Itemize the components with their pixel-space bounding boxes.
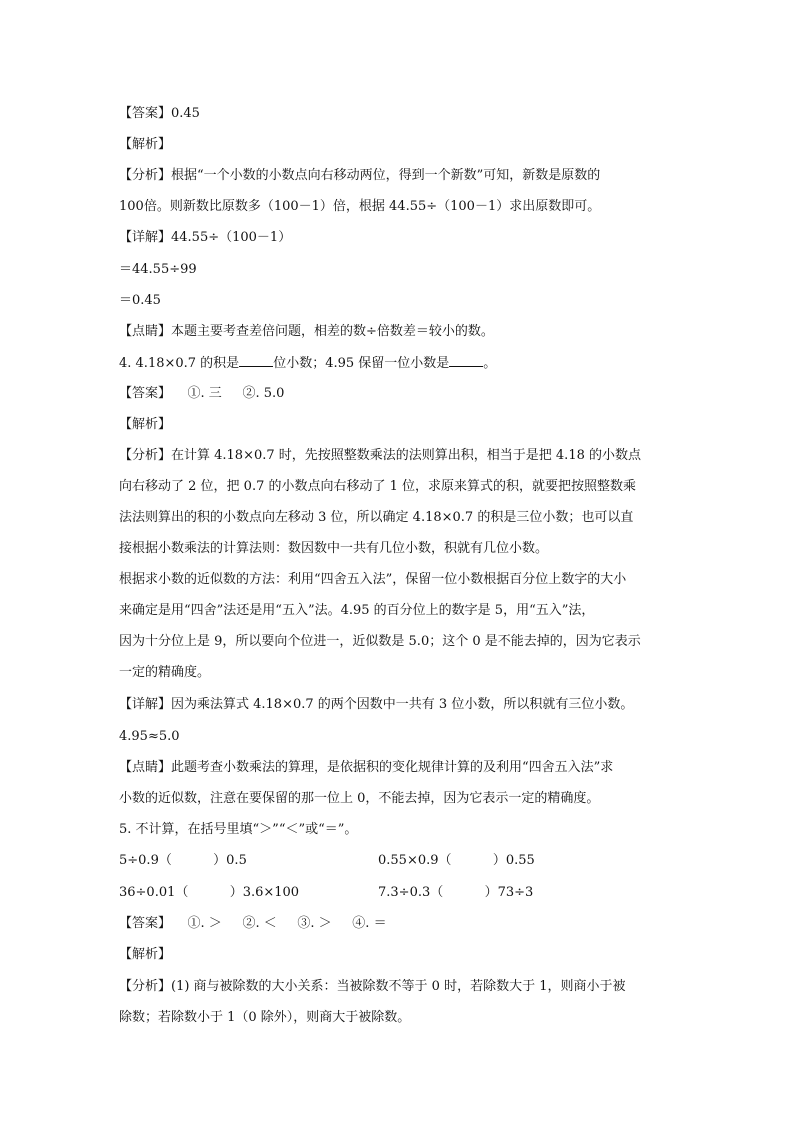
analysis-text-2h: 一定的精确度。 [119,665,211,680]
answer-blank-1 [239,355,273,367]
compare-item-3: 36÷0.01（ ）3.6×100 [119,885,300,900]
analysis-text-3b: 除数；若除数小于 1（0 除外），则商大于被除数。 [119,1010,411,1025]
analysis-text-2f: 来确定是用“四舍”法还是用“五入”法。4.95 的百分位上的数字是 5，用“五入”法， [119,603,595,618]
compare-item-2: 0.55×0.9（ ）0.55 [378,853,535,868]
comment-text-2b: 小数的近似数，注意在要保留的那一位上 0，不能去掉，因为它表示一定的精确度。 [119,791,600,806]
analysis-text-2c: 法法则算出的积的小数点向左移动 3 位，所以确定 4.18×0.7 的积是三位小数；也可以直 [119,510,634,525]
analysis-text-2a: 【分析】在计算 4.18×0.7 时，先按照整数乘法的法则算出积，相当于是把 4.18 的小数点 [119,448,641,463]
answer-label-1: 【答案】0.45 [119,106,200,121]
answer-blank-2 [449,355,483,367]
question-4 [119,355,496,372]
detail-step-2: ＝0.45 [119,293,161,308]
comment-text-2a: 【点睛】此题考查小数乘法的算理，是依据积的变化规律计算的及利用“四舍五入法”求 [119,760,614,775]
analysis-text-1b: 100倍。则新数比原数多（100－1）倍，根据 44.55÷（100－1）求出原数即可。 [119,199,601,214]
detail-text-2: 【详解】因为乘法算式 4.18×0.7 的两个因数中一共有 3 位小数，所以积就有三位小数。 [119,697,634,712]
analysis-text-2e: 根据求小数的近似数的方法：利用“四舍五入法”，保留一位小数根据百分位上数字的大小 [119,572,627,587]
answer-label-2: 【答案】 ①. 三 ②. 5.0 [119,386,285,401]
analysis-label-1: 【解析】 [119,137,172,152]
detail-step-3: 4.95≈5.0 [119,729,180,744]
question-4-part-c: 。 [483,356,497,371]
detail-step-1: ＝44.55÷99 [119,262,197,277]
analysis-text-3a: 【分析】(1) 商与被除数的大小关系：当被除数不等于 0 时，若除数大于 1，则商小于被 [119,979,626,994]
analysis-text-2g: 因为十分位上是 9，所以要向个位进一，近似数是 5.0；这个 0 是不能去掉的，因为它表示 [119,634,641,649]
analysis-label-3: 【解析】 [119,947,172,962]
question-4-part-b: 位小数；4.95 保留一位小数是 [273,356,450,371]
analysis-label-2: 【解析】 [119,417,172,432]
question-4-part-a: 4. 4.18×0.7 的积是 [119,356,240,371]
analysis-text-1a: 【分析】根据“一个小数的小数点向右移动两位，得到一个新数”可知，新数是原数的 [119,168,601,183]
compare-item-4: 7.3÷0.3（ ）73÷3 [378,885,534,900]
comment-text-1: 【点睛】本题主要考查差倍问题，相差的数÷倍数差＝较小的数。 [119,324,494,339]
detail-text-1: 【详解】44.55÷（100－1） [119,230,292,245]
answer-label-3: 【答案】 ①. ＞ ②. ＜ ③. ＞ ④. ＝ [119,916,387,931]
analysis-text-2d: 接根据小数乘法的计算法则：数因数中一共有几位小数，积就有几位小数。 [119,541,549,556]
analysis-text-2b: 向右移动了 2 位，把 0.7 的小数点向右移动了 1 位，求原来算式的积，就要把按照整数乘 [119,479,637,494]
question-5: 5. 不计算，在括号里填“＞”“＜”或“＝”。 [119,822,358,837]
compare-item-1: 5÷0.9（ ）0.5 [119,853,247,868]
